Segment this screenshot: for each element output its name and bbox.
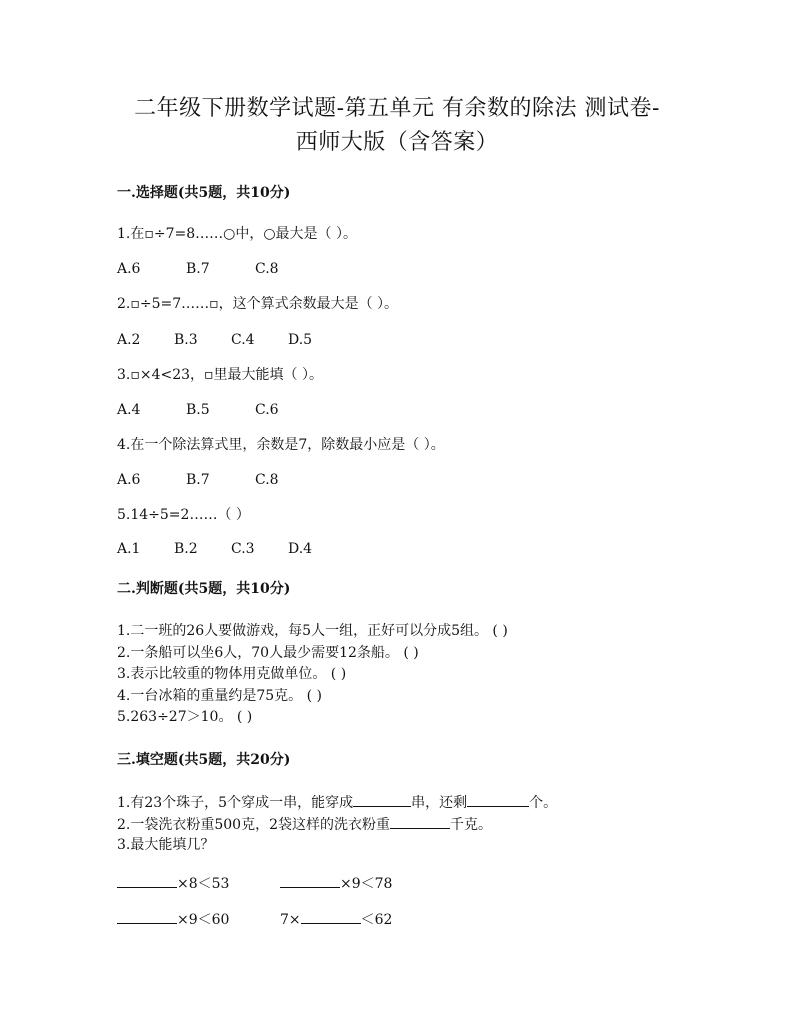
inequality-1 bbox=[117, 873, 229, 893]
section-heading-choice: 一.选择题(共5题，共10分) bbox=[117, 185, 291, 201]
option: B.5 bbox=[186, 402, 210, 418]
judge-item-3: 3.表示比较重的物体用克做单位。 ( ) bbox=[117, 666, 347, 682]
question-3: 3.▫×4<23，▫里最大能填（ ）。 bbox=[117, 367, 323, 383]
inequality-text: ×9＜60 bbox=[177, 912, 230, 928]
fill-item-3: 3.最大能填几？ bbox=[117, 837, 215, 853]
option: C.6 bbox=[255, 402, 279, 418]
inequality-4 bbox=[280, 909, 392, 929]
answer-blank[interactable] bbox=[280, 873, 340, 888]
question-5: 5.14÷5=2……（ ） bbox=[117, 507, 250, 523]
question-2: 2.▫÷5=7……▫，这个算式余数最大是（ ）。 bbox=[117, 296, 399, 312]
inequality-text: ×9＜78 bbox=[340, 876, 393, 892]
fill-item-2 bbox=[117, 814, 492, 834]
question-1: 1.在▫÷7=8……○中，○最大是（ ）。 bbox=[117, 226, 358, 242]
option: C.4 bbox=[231, 332, 255, 348]
answer-blank[interactable] bbox=[117, 909, 177, 924]
option: A.6 bbox=[117, 261, 141, 277]
judge-item-4: 4.一台冰箱的重量约是75克。 ( ) bbox=[117, 688, 322, 704]
option: C.8 bbox=[255, 472, 279, 488]
option: B.7 bbox=[186, 261, 210, 277]
answer-blank[interactable] bbox=[301, 909, 361, 924]
page-title-line-2: 西师大版（含答案） bbox=[295, 130, 499, 155]
fill-text: 2.一袋洗衣粉重500克，2袋这样的洗衣粉重 bbox=[117, 817, 390, 833]
option: B.2 bbox=[174, 541, 198, 557]
fill-text: 1.有23个珠子，5个穿成一串，能穿成 bbox=[117, 795, 354, 811]
answer-blank[interactable] bbox=[467, 792, 529, 807]
question-4: 4.在一个除法算式里，余数是7，除数最小应是（ ）。 bbox=[117, 437, 445, 453]
fill-item-1 bbox=[117, 792, 557, 812]
option: B.3 bbox=[174, 332, 198, 348]
fill-text: 个。 bbox=[529, 795, 558, 811]
judge-item-2: 2.一条船可以坐6人，70人最少需要12条船。 ( ) bbox=[117, 645, 419, 661]
option: B.7 bbox=[186, 472, 210, 488]
answer-blank[interactable] bbox=[390, 814, 450, 829]
option: D.5 bbox=[288, 332, 313, 348]
inequality-text: 7× bbox=[280, 912, 301, 928]
option: A.2 bbox=[117, 332, 141, 348]
option: A.4 bbox=[117, 402, 141, 418]
inequality-3 bbox=[117, 909, 229, 929]
judge-item-1: 1.二一班的26人要做游戏，每5人一组，正好可以分成5组。 ( ) bbox=[117, 623, 508, 639]
inequality-text: ×8＜53 bbox=[177, 876, 230, 892]
option: C.3 bbox=[231, 541, 255, 557]
fill-text: 串，还剩 bbox=[411, 795, 468, 811]
section-heading-judge: 二.判断题(共5题，共10分) bbox=[117, 581, 291, 597]
inequality-2 bbox=[280, 873, 392, 893]
page-title-line-1: 二年级下册数学试题-第五单元 有余数的除法 测试卷- bbox=[134, 96, 660, 121]
option: C.8 bbox=[255, 261, 279, 277]
section-heading-fill: 三.填空题(共5题，共20分) bbox=[117, 752, 291, 768]
fill-text: 千克。 bbox=[450, 817, 492, 833]
answer-blank[interactable] bbox=[117, 873, 177, 888]
option: D.4 bbox=[288, 541, 313, 557]
judge-item-5: 5.263÷27＞10。 ( ) bbox=[117, 709, 253, 725]
inequality-text: ＜62 bbox=[360, 912, 393, 928]
answer-blank[interactable] bbox=[353, 792, 411, 807]
option: A.1 bbox=[117, 541, 141, 557]
option: A.6 bbox=[117, 472, 141, 488]
